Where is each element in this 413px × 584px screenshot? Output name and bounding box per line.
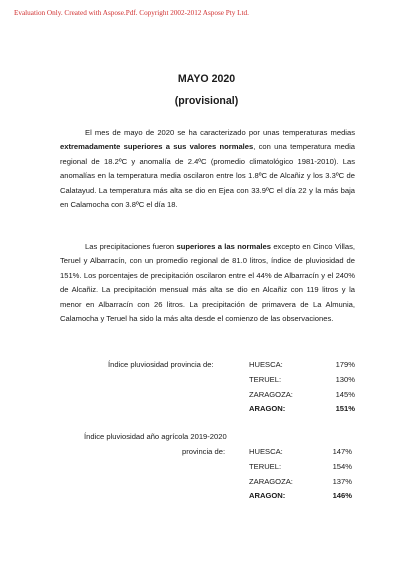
table1-row-value: 130%	[335, 375, 355, 384]
table1-row-value: 151%	[335, 404, 355, 413]
table2-row-value: 147%	[332, 447, 352, 456]
table2-label-line1: Índice pluviosidad año agrícola 2019-2020	[84, 432, 227, 441]
table1-row-value: 145%	[335, 390, 355, 399]
paragraph-precipitation	[60, 240, 355, 326]
table2-row-name: TERUEL:	[249, 462, 282, 471]
table1-row-name: ARAGON:	[249, 404, 286, 413]
watermark-text: Evaluation Only. Created with Aspose.Pdf. Copyright 2002-2012 Aspose Pty Ltd.	[14, 9, 249, 17]
table2-row-value: 154%	[332, 462, 352, 471]
paragraph-precipitation-body: excepto en Cinco Villas, Teruel y Albarracín, con un promedio regional de 81.0 litros, índice de pluviosidad de 151%. Los porcentajes de precipitación oscilaron entre el 44% de Albarracín y el 240% de Alcañiz. La precipitación mensual más alta se dio en Alcañiz con 119 litros y la menor en Albarracín con 26 litros. La precipitación de primavera de La Almunia, Calamocha y Teruel ha sido la más alta desde el comienzo de las observaciones.	[60, 242, 355, 324]
table2-label-line2: provincia de:	[182, 447, 226, 456]
page-title: MAYO 2020	[177, 73, 236, 85]
table2-row-value: 146%	[332, 491, 352, 500]
paragraph-temperature-highlight: extremadamente superiores a sus valores normales	[60, 142, 254, 152]
table2-row-name: HUESCA:	[249, 447, 283, 456]
table1-row-name: HUESCA:	[249, 360, 283, 369]
paragraph-precipitation-intro: Las precipitaciones fueron	[85, 242, 177, 251]
table1-row-name: ZARAGOZA:	[249, 390, 293, 399]
page-subtitle: (provisional)	[174, 95, 239, 107]
table1-row-name: TERUEL:	[249, 375, 282, 384]
paragraph-precipitation-highlight: superiores a las normales	[176, 242, 271, 251]
table2-row-name: ARAGON:	[249, 491, 286, 500]
paragraph-temperature-body: , con una temperatura media regional de 18.2ºC y anomalía de 2.4ºC (promedio climatológico 1981-2010). Las anomalías en la temperatura media oscilaron entre los 1.8ºC de Alcañiz y los 3.3ºC de Calatayud. La temperatura más alta se dio en Ejea con 33.9ºC el día 22 y la más baja en Calamocha con 3.8ºC el día 18.	[60, 142, 356, 210]
table2-row-name: ZARAGOZA:	[249, 477, 293, 486]
paragraph-temperature	[60, 126, 355, 212]
table1-row-value: 179%	[335, 360, 355, 369]
table2-row-value: 137%	[332, 477, 352, 486]
table1-label: Índice pluviosidad provincia de:	[108, 360, 214, 369]
paragraph-temperature-intro: El mes de mayo de 2020 se ha caracterizado por unas temperaturas medias	[85, 128, 355, 137]
